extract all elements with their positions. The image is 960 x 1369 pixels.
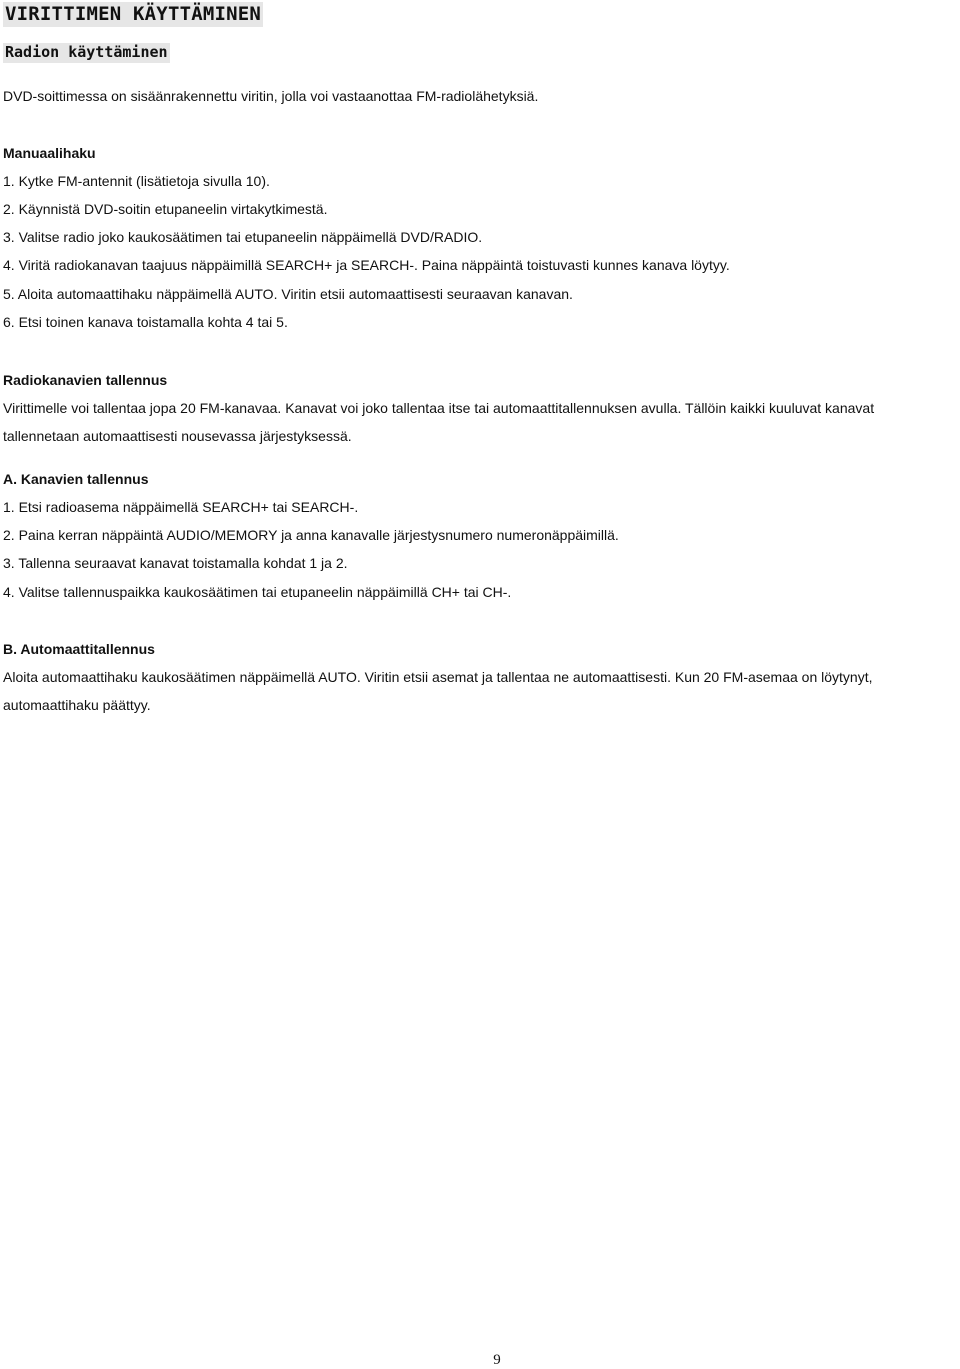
manual-search-step: 5. Aloita automaattihaku näppäimellä AUTO. Viritin etsii automaattisesti seuraavan kanavan. xyxy=(3,286,573,302)
section-a-step: 2. Paina kerran näppäintä AUDIO/MEMORY ja anna kanavalle järjestysnumero numeronäppäimillä. xyxy=(3,527,619,543)
page-title: VIRITTIMEN KÄYTTÄMINEN xyxy=(5,3,262,25)
storing-heading: Radiokanavien tallennus xyxy=(3,372,168,388)
manual-search-step: 4. Viritä radiokanavan taajuus näppäimillä SEARCH+ ja SEARCH-. Paina näppäintä toistuvasti kunnes kanava löytyy. xyxy=(3,257,730,273)
section-a-step: 4. Valitse tallennuspaikka kaukosäätimen tai etupaneelin näppäimillä CH+ tai CH-. xyxy=(3,584,512,600)
manual-search-step: 1. Kytke FM-antennit (lisätietoja sivulla 10). xyxy=(3,173,270,189)
section-a-heading: A. Kanavien tallennus xyxy=(3,471,149,487)
manual-search-heading: Manuaalihaku xyxy=(3,145,96,161)
storing-text-line: Virittimelle voi tallentaa jopa 20 FM-kanavaa. Kanavat voi joko tallentaa itse tai automaattitallennuksen avulla. Tällöin kaikki kuuluvat kanavat xyxy=(3,400,875,416)
page-number: 9 xyxy=(493,1352,501,1368)
section-a-step: 1. Etsi radioasema näppäimellä SEARCH+ tai SEARCH-. xyxy=(3,499,359,515)
section-b-heading: B. Automaattitallennus xyxy=(3,641,155,657)
section-a-step: 3. Tallenna seuraavat kanavat toistamalla kohdat 1 ja 2. xyxy=(3,555,348,571)
manual-search-step: 6. Etsi toinen kanava toistamalla kohta 4 tai 5. xyxy=(3,314,288,330)
section-b-text-line: Aloita automaattihaku kaukosäätimen näppäimellä AUTO. Viritin etsii asemat ja tallentaa ne automaattisesti. Kun 20 FM-asemaa on löytynyt, xyxy=(3,669,873,685)
manual-search-step: 3. Valitse radio joko kaukosäätimen tai etupaneelin näppäimellä DVD/RADIO. xyxy=(3,229,483,245)
section-b-text-line: automaattihaku päättyy. xyxy=(3,697,151,713)
manual-search-step: 2. Käynnistä DVD-soitin etupaneelin virtakytkimestä. xyxy=(3,201,328,217)
storing-text-line: tallennetaan automaattisesti nousevassa järjestyksessä. xyxy=(3,428,352,444)
section-title-radio-use: Radion käyttäminen xyxy=(5,43,168,61)
intro-paragraph: DVD-soittimessa on sisäänrakennettu viritin, jolla voi vastaanottaa FM-radiolähetyksiä. xyxy=(3,88,539,104)
